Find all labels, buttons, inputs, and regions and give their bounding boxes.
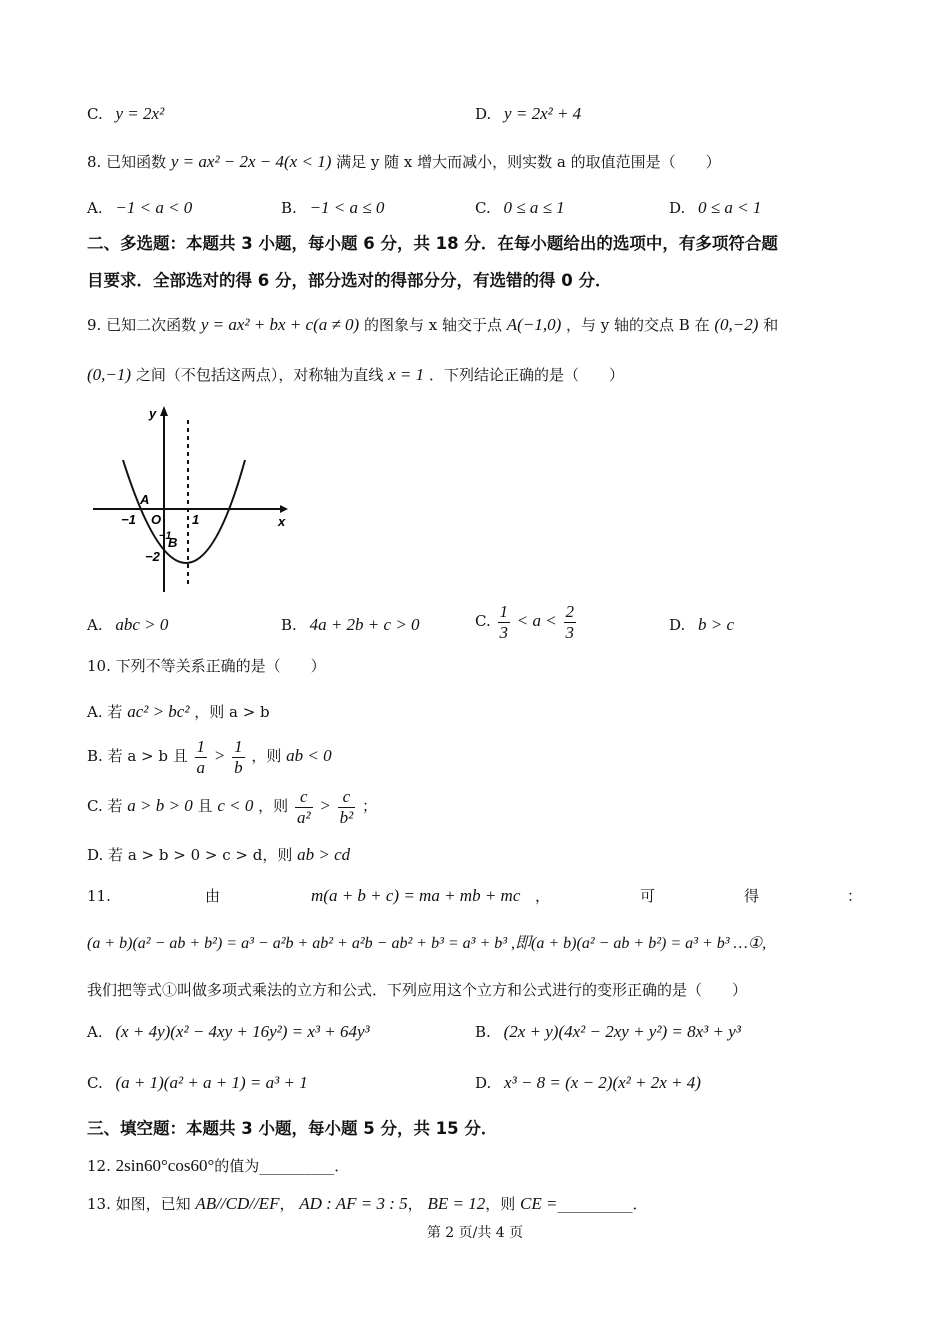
tick-label-1: 1 [192, 512, 200, 527]
q7-option-c: C. y = 2x² [87, 104, 165, 123]
q8-option-a: A. −1 < a < 0 [87, 198, 193, 217]
fraction-c-over-a2: $\frac{c}{\text{a²}}$ [296, 787, 311, 827]
q9-option-a: A. abc > 0 [87, 615, 169, 634]
q11-option-c: C. (a + 1)(a² + a + 1) = a³ + 1 [87, 1073, 308, 1092]
q11-option-a: A. (x + 4y)(x² − 4xy + 16y²) = x³ + 64y³ [87, 1022, 370, 1041]
tick-label-neg1: −1 [121, 512, 136, 527]
q8-option-c: C. 0 ≤ a ≤ 1 [475, 198, 565, 217]
q8-option-b: B. −1 < a ≤ 0 [281, 198, 385, 217]
tick-label-neg2: −2 [145, 549, 160, 564]
q8-function-expr: y = ax² − 2x − 4(x < 1) [170, 152, 332, 171]
q11-comma: ， [535, 887, 551, 905]
q10-option-a: A. 若 ac² > bc² ，则 a > b [87, 702, 270, 721]
q7-option-c-expr: y = 2x² [115, 104, 165, 123]
q8-option-d: D. 0 ≤ a < 1 [669, 198, 762, 217]
fraction-c-over-b2: $\frac{c}{\text{b²}}$ [339, 787, 354, 827]
page-footer: 第 2 页/共 4 页 [426, 1225, 524, 1241]
q10-option-b: B. 若 a > b 且 $\frac{1}{a}$ > $\frac{1}{b}$ ，则 ab < 0 [87, 737, 332, 777]
fraction-two-thirds: $\frac{2}{3}$ [565, 602, 575, 642]
y-axis-arrow [160, 406, 168, 416]
q11-option-b: B. (2x + y)(4x² − 2xy + y²) = 8x³ + y³ [475, 1022, 741, 1041]
q7-option-d-expr: y = 2x² + 4 [504, 104, 582, 123]
point-a-label: A [140, 492, 150, 507]
section2-heading-line1: 二、多选题：本题共 3 小题，每小题 6 分，共 18 分．在每小题给出的选项中，有多项符合题 [87, 234, 778, 253]
q9-option-b: B. 4a + 2b + c > 0 [281, 615, 420, 634]
tick-label-neg1-yaxis: −1 [159, 530, 172, 542]
section2-heading-line2: 目要求．全部选对的得 6 分，部分选对的得部分分，有选错的得 0 分． [87, 271, 612, 290]
q9-stem-line1: 9. 已知二次函数 y = ax² + bx + c(a ≠ 0) 的图象与 x 轴交于点 A(−1,0) ，与 y 轴的交点 B 在 (0,−2) 和 [87, 315, 779, 334]
fraction-one-third: $\frac{1}{3}$ [499, 602, 508, 642]
section3-heading: 三、填空题：本题共 3 小题，每小题 5 分，共 15 分． [87, 1119, 498, 1138]
q10-option-d: D. 若 a > b > 0 > c > d，则 ab > cd [87, 845, 351, 864]
q11-you: 由 [205, 887, 221, 905]
q9-stem-line2: (0,−1) 之间（不包括这两点），对称轴为直线 x = 1 ．下列结论正确的是（ ） [87, 365, 624, 384]
q11-num: 11. [87, 887, 111, 905]
x-axis-arrow [280, 505, 288, 513]
q8-stem: 8. 已知函数 y = ax² − 2x − 4(x < 1) 满足 y 随 x 增大而减小，则实数 a 的取值范围是（ ） [87, 152, 721, 171]
q11-option-d: D. x³ − 8 = (x − 2)(x² + 2x + 4) [475, 1073, 701, 1092]
q9-parabola-graph [85, 400, 295, 600]
q11-stem: 我们把等式①叫做多项式乘法的立方和公式．下列应用这个立方和公式进行的变形正确的是（ ） [87, 981, 748, 999]
q13-stem: 13. 如图，已知 AB//CD//EF， AD : AF = 3 : 5， BE = 12，则 CE =__________． [87, 1194, 648, 1213]
q10-stem: 10. 下列不等关系正确的是（ ） [87, 657, 326, 675]
point-b-label: B [168, 535, 178, 550]
q9-option-c: C. $\frac{1}{3}$ < a < $\frac{2}{3}$ [475, 602, 575, 642]
q11-derivation: (a + b)(a² − ab + b²) = a³ − a²b + ab² + a²b − ab² + b³ = a³ + b³ ,即(a + b)(a² − ab + b²) = a³ + b³ …①, [87, 935, 767, 952]
q11-colon: ： [847, 887, 863, 905]
q7-option-d: D. y = 2x² + 4 [475, 104, 582, 123]
parabola-curve [123, 460, 245, 563]
fraction-1-over-a: $\frac{1}{a}$ [196, 737, 206, 777]
q9-option-d: D. b > c [669, 615, 735, 634]
q11-ke: 可 [640, 887, 656, 905]
q12-stem: 12. 2sin60°cos60°的值为__________． [87, 1156, 350, 1175]
q11-de: 得 [744, 887, 760, 905]
q11-distributive-expr: m(a + b + c) = ma + mb + mc [311, 886, 521, 905]
origin-label: O [151, 512, 162, 527]
x-axis-label: x [278, 514, 286, 529]
y-axis-label: y [149, 406, 157, 421]
q10-option-c: C. 若 a > b > 0 且 c < 0 ，则 $\frac{c}{\text{a²}}$ > $\frac{c}{\text{b²}}$ ； [87, 787, 377, 827]
fraction-1-over-b: $\frac{1}{b}$ [234, 737, 243, 777]
